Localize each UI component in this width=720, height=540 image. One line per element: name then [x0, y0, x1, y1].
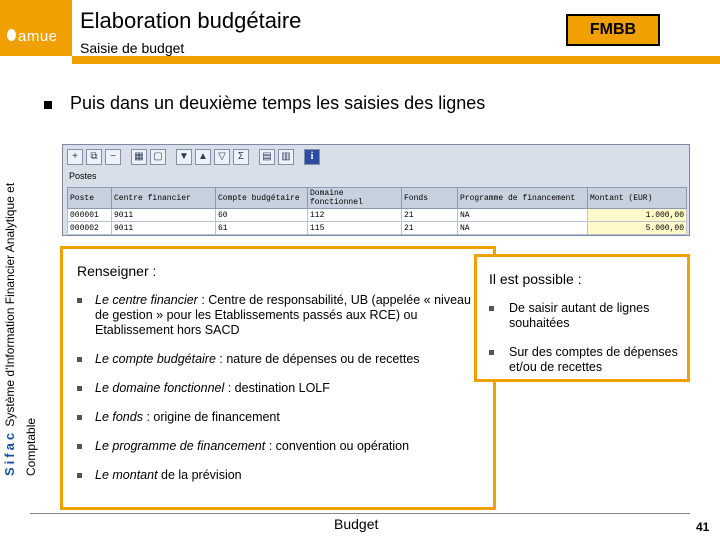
- amue-logo: [0, 0, 72, 56]
- possibilities-list: [489, 301, 685, 389]
- page-title: Elaboration budgétaire: [80, 8, 302, 33]
- column-header[interactable]: Fonds: [402, 188, 458, 209]
- row-delete-icon[interactable]: −: [105, 149, 121, 165]
- table-cell[interactable]: 9011: [112, 222, 216, 235]
- table-header-row: [68, 188, 687, 209]
- possibilities-box: [474, 254, 690, 382]
- column-header[interactable]: Poste: [68, 188, 112, 209]
- table-cell[interactable]: 9011: [112, 209, 216, 222]
- fields-box-title: Renseigner :: [77, 263, 157, 279]
- side-label: [2, 76, 50, 476]
- logo-text: amue: [18, 28, 58, 45]
- table-cell[interactable]: 000001: [68, 209, 112, 222]
- side-label-brand: Sifac: [2, 429, 17, 476]
- heading-bullet: [44, 101, 52, 109]
- row-copy-icon[interactable]: ⧉: [86, 149, 102, 165]
- amount-cell[interactable]: 1.000,00: [588, 209, 687, 222]
- bullet-icon: [77, 415, 82, 420]
- table-cell[interactable]: 21: [402, 209, 458, 222]
- sort-asc-icon[interactable]: ▲: [195, 149, 211, 165]
- table-cell[interactable]: NA: [458, 222, 588, 235]
- field-name: Le compte budgétaire: [95, 352, 216, 366]
- sort-desc-icon[interactable]: ▽: [214, 149, 230, 165]
- field-description: : nature de dépenses ou de recettes: [215, 352, 420, 366]
- field-description: de la prévision: [157, 468, 242, 482]
- bullet-icon: [489, 306, 494, 311]
- possibilities-box-title: Il est possible :: [489, 271, 582, 287]
- table-cell[interactable]: 60: [216, 209, 308, 222]
- filter-icon[interactable]: ▼: [176, 149, 192, 165]
- bullet-icon: [77, 386, 82, 391]
- table-row: [68, 222, 687, 235]
- footer-divider: [30, 513, 690, 514]
- possibility-text: De saisir autant de lignes souhaitées: [509, 301, 650, 330]
- logo-mark-icon: [7, 29, 16, 41]
- page-subtitle: Saisie de budget: [80, 40, 185, 56]
- column-header[interactable]: Programme de financement: [458, 188, 588, 209]
- layout-icon[interactable]: ▥: [278, 149, 294, 165]
- field-name: Le montant: [95, 468, 158, 482]
- bullet-icon: [77, 473, 82, 478]
- footer-label: Budget: [334, 516, 379, 532]
- bullet-icon: [77, 298, 82, 303]
- sap-toolbar: [67, 149, 320, 167]
- field-name: Le programme de financement: [95, 439, 266, 453]
- table-cell[interactable]: NA: [458, 209, 588, 222]
- bullet-icon: [77, 357, 82, 362]
- table-row: [68, 209, 687, 222]
- list-item: [489, 345, 685, 375]
- main-heading: Puis dans un deuxième temps les saisies des lignes: [70, 93, 486, 113]
- bullet-icon: [489, 350, 494, 355]
- table-cell[interactable]: 112: [308, 209, 402, 222]
- header-divider: [72, 56, 720, 64]
- list-item: [77, 293, 477, 338]
- excel-icon[interactable]: ▤: [259, 149, 275, 165]
- select-all-icon[interactable]: ▦: [131, 149, 147, 165]
- column-header[interactable]: Centre financier: [112, 188, 216, 209]
- sap-items-table: [67, 187, 687, 235]
- sum-icon[interactable]: Σ: [233, 149, 249, 165]
- possibility-text: Sur des comptes de dépenses et/ou de recettes: [509, 345, 678, 374]
- side-label-line2: Comptable: [24, 417, 38, 476]
- field-description: : destination LOLF: [224, 381, 330, 395]
- list-item: [77, 439, 477, 454]
- field-name: Le domaine fonctionnel: [95, 381, 225, 395]
- info-icon[interactable]: i: [304, 149, 320, 165]
- column-header[interactable]: Compte budgétaire: [216, 188, 308, 209]
- sap-table-caption: Postes: [69, 171, 97, 181]
- table-cell[interactable]: 21: [402, 222, 458, 235]
- table-cell[interactable]: 000002: [68, 222, 112, 235]
- row-insert-icon[interactable]: +: [67, 149, 83, 165]
- table-cell[interactable]: 61: [216, 222, 308, 235]
- field-description: : Centre de responsabilité, UB (appelée « niveau de gestion » pour les Etablissements passés aux RCE) ou Etablissement hors SACD: [95, 293, 471, 337]
- field-description: : convention ou opération: [265, 439, 410, 453]
- list-item: [77, 468, 477, 483]
- column-header[interactable]: Montant (EUR): [588, 188, 687, 209]
- side-label-line1: [2, 183, 17, 476]
- fields-to-fill-box: [60, 246, 496, 510]
- list-item: [489, 301, 685, 331]
- field-name: Le centre financier: [95, 293, 198, 307]
- deselect-all-icon[interactable]: ▢: [150, 149, 166, 165]
- table-cell[interactable]: 115: [308, 222, 402, 235]
- list-item: [77, 352, 477, 367]
- field-description: : origine de financement: [142, 410, 280, 424]
- list-item: [77, 381, 477, 396]
- field-name: Le fonds: [95, 410, 143, 424]
- amount-cell[interactable]: 5.000,00: [588, 222, 687, 235]
- module-badge: FMBB: [566, 14, 660, 46]
- page-number: 41: [696, 520, 710, 534]
- sap-screenshot: [62, 144, 690, 236]
- list-item: [77, 410, 477, 425]
- column-header[interactable]: Domaine fonctionnel: [308, 188, 402, 209]
- fields-list: [77, 293, 477, 497]
- side-label-text: Système d'Information Financier Analytique et: [3, 182, 17, 427]
- bullet-icon: [77, 444, 82, 449]
